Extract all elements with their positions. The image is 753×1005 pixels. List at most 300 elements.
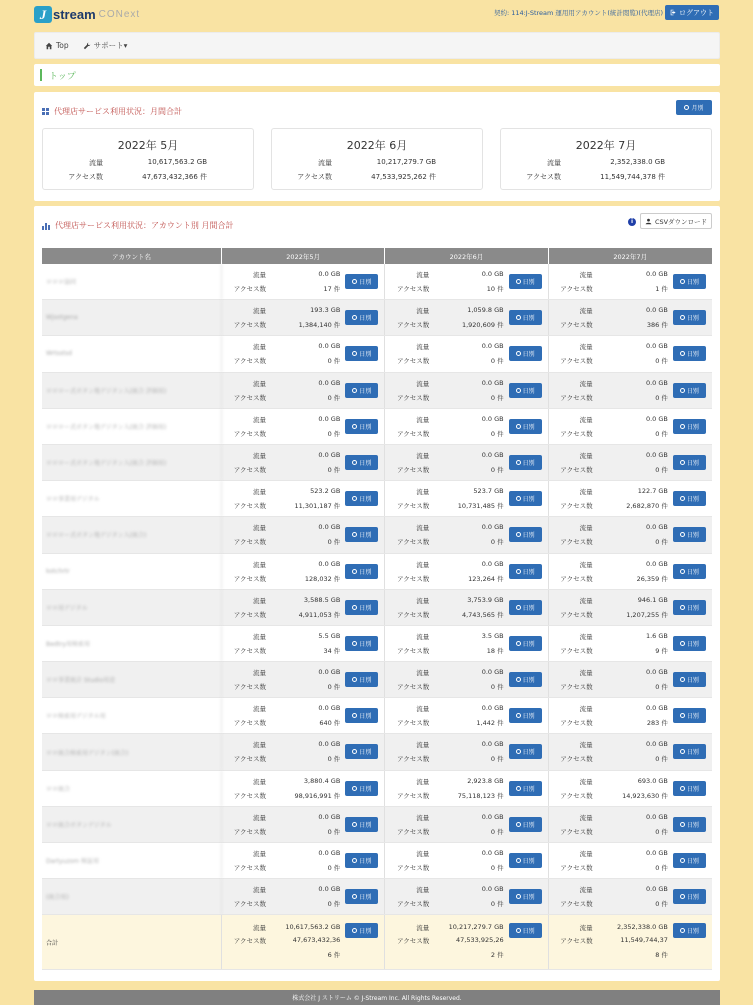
traffic-value: 946.1 GB — [637, 595, 668, 604]
daily-button[interactable] — [345, 817, 378, 832]
access-value: 0 件 — [655, 755, 668, 764]
search-icon — [352, 315, 357, 320]
account-name[interactable]: Dartyuzom 検証用 — [42, 843, 222, 878]
daily-button-label: 日別 — [686, 821, 699, 829]
access-value: 0 件 — [655, 538, 668, 547]
month-cell — [385, 300, 548, 335]
month-cell — [549, 373, 712, 408]
access-label: アクセス数 — [396, 393, 430, 402]
access-label: アクセス数 — [68, 173, 103, 181]
daily-button[interactable] — [673, 853, 706, 868]
access-value: 0 件 — [490, 827, 504, 836]
access-label: アクセス数 — [396, 357, 430, 366]
access-value-continued: 2 件 — [490, 951, 504, 960]
daily-button[interactable] — [509, 564, 542, 579]
traffic-label: 流量 — [579, 813, 593, 822]
access-value: 1,442 件 — [476, 719, 504, 728]
summary-heading-text: 代理店サービス利用状況：月間合計 — [54, 107, 182, 116]
traffic-label: 流量 — [416, 886, 430, 895]
traffic-label: 流量 — [416, 813, 430, 822]
daily-button[interactable] — [345, 636, 378, 651]
access-label: アクセス数 — [560, 393, 593, 402]
access-label: アクセス数 — [233, 827, 266, 836]
traffic-label: 流量 — [253, 777, 266, 786]
daily-button[interactable] — [509, 923, 542, 938]
table-row — [42, 554, 712, 590]
daily-button[interactable] — [673, 527, 706, 542]
access-label: アクセス数 — [396, 646, 430, 655]
month-cell — [385, 807, 548, 842]
search-icon — [516, 713, 521, 718]
traffic-label: 流量 — [253, 886, 266, 895]
traffic-value: 0.0 GB — [645, 559, 668, 568]
access-value: 18 件 — [486, 646, 504, 655]
daily-button-label: 日別 — [522, 315, 535, 323]
traffic-value: 3,753.9 GB — [467, 595, 504, 604]
logo[interactable] — [34, 5, 140, 23]
daily-button[interactable] — [509, 455, 542, 470]
month-cell — [385, 264, 548, 299]
daily-button-label: 日別 — [686, 423, 699, 431]
account-name[interactable]: ロロロー式ボタン地デジタン入(統合) — [42, 517, 222, 552]
daily-button[interactable] — [673, 672, 706, 687]
search-icon — [516, 928, 521, 933]
traffic-label: 流量 — [579, 271, 593, 279]
traffic-value: 0.0 GB — [481, 740, 504, 749]
search-icon — [680, 605, 685, 610]
traffic-label: 流量 — [318, 159, 332, 167]
month-cell — [549, 554, 712, 589]
table-row — [42, 771, 712, 807]
access-label: アクセス数 — [560, 285, 593, 293]
search-icon — [352, 928, 357, 933]
access-value: 47,533,925,26 — [456, 936, 504, 945]
contract-info[interactable]: 契約: 114:J-Stream 運用用アカウント(統計閲覧)(代理店) — [493, 9, 663, 17]
table-row — [42, 264, 712, 300]
month-cell — [549, 626, 712, 661]
nav-support[interactable] — [83, 40, 128, 51]
access-value: 47,673,432,36 — [292, 936, 341, 945]
traffic-label: 流量 — [416, 596, 430, 605]
daily-button[interactable] — [509, 527, 542, 542]
account-name[interactable]: ロロ用デジタル — [42, 590, 222, 625]
traffic-value: 0.0 GB — [481, 849, 504, 857]
traffic-label: 流量 — [253, 560, 266, 569]
search-icon — [516, 460, 521, 465]
traffic-label: 流量 — [253, 741, 266, 750]
monthly-button-label: 月別 — [691, 105, 704, 112]
access-value: 123,264 件 — [468, 574, 504, 583]
search-icon — [680, 424, 685, 429]
daily-button[interactable] — [673, 781, 706, 796]
traffic-label: 流量 — [416, 777, 430, 786]
table-row — [42, 517, 712, 553]
column-header-may: 2022年5月 — [222, 248, 385, 264]
traffic-value: 10,617,563.2 GB — [147, 158, 207, 166]
access-value: 0 件 — [655, 393, 668, 402]
daily-button[interactable] — [509, 781, 542, 796]
daily-button[interactable] — [673, 889, 706, 904]
daily-button[interactable] — [673, 636, 706, 651]
daily-button[interactable] — [345, 383, 378, 398]
table-header — [42, 248, 712, 264]
account-name[interactable]: ロロ統合 — [42, 771, 222, 806]
summary-heading — [42, 106, 182, 117]
daily-button[interactable] — [509, 744, 542, 759]
search-icon — [684, 105, 689, 110]
account-name[interactable]: ロロロー式ボタン地デジタン入(統合 評価用) — [42, 445, 222, 480]
access-value: 98,916,991 件 — [294, 791, 341, 800]
account-name[interactable]: ロロロ協同 — [42, 264, 222, 299]
daily-button[interactable] — [345, 781, 378, 796]
traffic-label: 流量 — [416, 379, 430, 388]
search-icon — [680, 894, 685, 899]
traffic-label: 流量 — [416, 343, 430, 352]
access-value: 14,923,630 件 — [622, 791, 668, 800]
daily-button[interactable] — [673, 419, 706, 434]
daily-button[interactable] — [509, 636, 542, 651]
access-label: アクセス数 — [396, 285, 430, 293]
traffic-label: 流量 — [579, 632, 593, 641]
month-cell — [385, 445, 548, 480]
access-value: 0 件 — [490, 683, 504, 692]
traffic-value: 0.0 GB — [645, 342, 668, 351]
access-value: 0 件 — [327, 393, 341, 402]
traffic-label: 流量 — [253, 415, 266, 424]
traffic-value: 0.0 GB — [318, 740, 341, 749]
daily-button[interactable] — [673, 564, 706, 579]
grid-icon — [42, 108, 49, 115]
access-label: アクセス数 — [233, 900, 266, 909]
month-cell — [549, 807, 712, 842]
traffic-value: 0.0 GB — [318, 668, 341, 677]
search-icon — [680, 315, 685, 320]
daily-button[interactable] — [345, 672, 378, 687]
traffic-value: 0.0 GB — [481, 812, 504, 821]
daily-button-label: 日別 — [522, 387, 535, 395]
search-icon — [680, 677, 685, 682]
page-title-text: トップ — [49, 71, 76, 82]
daily-button[interactable] — [345, 889, 378, 904]
traffic-value: 3,588.5 GB — [303, 595, 341, 604]
account-name[interactable]: ロロ統合ボタンデジタル — [42, 807, 222, 842]
total-label: 合計 — [42, 915, 222, 969]
daily-button[interactable] — [509, 889, 542, 904]
traffic-label: 流量 — [416, 741, 430, 750]
access-value: 0 件 — [327, 465, 341, 474]
daily-button-label: 日別 — [359, 749, 372, 757]
daily-button[interactable] — [673, 744, 706, 759]
search-icon — [516, 641, 521, 646]
daily-button[interactable] — [345, 853, 378, 868]
table-row — [42, 879, 712, 915]
daily-button[interactable] — [673, 491, 706, 506]
access-label: アクセス数 — [560, 502, 593, 511]
search-icon — [516, 424, 521, 429]
account-name[interactable]: ロロ事業統計 Studio用途 — [42, 662, 222, 697]
search-icon — [516, 532, 521, 537]
daily-button[interactable] — [345, 600, 378, 615]
traffic-value: 0.0 GB — [318, 450, 341, 459]
daily-button[interactable] — [673, 383, 706, 398]
daily-button[interactable] — [673, 346, 706, 361]
access-label: アクセス数 — [233, 502, 266, 511]
daily-button[interactable] — [509, 817, 542, 832]
traffic-label: 流量 — [416, 307, 430, 316]
traffic-value: 1,059.8 GB — [467, 306, 504, 315]
daily-button-label: 日別 — [522, 894, 535, 902]
daily-button[interactable] — [345, 310, 378, 325]
bar-chart-icon — [42, 222, 50, 230]
daily-button[interactable] — [509, 419, 542, 434]
traffic-value: 0.0 GB — [645, 414, 668, 423]
monthly-summary-panel — [34, 92, 720, 201]
search-icon — [516, 388, 521, 393]
daily-button[interactable] — [673, 455, 706, 470]
main-nav — [34, 32, 720, 59]
csv-download-button[interactable] — [640, 213, 712, 229]
daily-button[interactable] — [345, 455, 378, 470]
access-value: 0 件 — [490, 429, 504, 438]
access-value: 47,533,925,262 件 — [371, 173, 436, 181]
daily-button[interactable] — [345, 274, 378, 289]
daily-button-label: 日別 — [686, 568, 699, 576]
traffic-label: 流量 — [416, 451, 430, 460]
wrench-icon — [83, 42, 91, 50]
traffic-label: 流量 — [416, 632, 430, 641]
daily-button-label: 日別 — [686, 677, 699, 685]
traffic-label: 流量 — [579, 343, 593, 352]
daily-button[interactable] — [345, 744, 378, 759]
month-cell — [385, 409, 548, 444]
access-label: アクセス数 — [560, 791, 593, 800]
access-label: アクセス数 — [560, 683, 593, 692]
daily-button[interactable] — [345, 564, 378, 579]
daily-button[interactable] — [673, 310, 706, 325]
logout-button[interactable] — [665, 5, 719, 20]
traffic-value: 0.0 GB — [481, 885, 504, 894]
access-value: 0 件 — [655, 864, 668, 872]
account-name[interactable]: ロロ統合検索用デジタン(統合) — [42, 734, 222, 769]
access-value-continued: 6 件 — [327, 951, 341, 960]
traffic-value: 122.7 GB — [637, 487, 668, 496]
access-value: 0 件 — [327, 429, 341, 438]
footer: 株式会社 J ストリーム © J-Stream Inc. All Rights Reserved. — [34, 990, 720, 1005]
traffic-value: 0.0 GB — [318, 523, 341, 532]
table-row — [42, 626, 712, 662]
traffic-label: 流量 — [416, 705, 430, 714]
daily-button-label: 日別 — [522, 821, 535, 829]
traffic-value: 0.0 GB — [481, 704, 504, 713]
daily-button-label: 日別 — [522, 858, 535, 865]
traffic-label: 流量 — [253, 705, 266, 714]
search-icon — [516, 496, 521, 501]
month-cell — [385, 554, 548, 589]
month-cell — [222, 554, 385, 589]
traffic-value: 0.0 GB — [645, 378, 668, 387]
logout-label: ログアウト — [679, 8, 714, 17]
access-value: 2,682,870 件 — [626, 502, 668, 511]
daily-button-label: 日別 — [522, 532, 535, 540]
total-month-cell — [549, 915, 712, 969]
account-name[interactable]: ロロ検索用デジタル用 — [42, 698, 222, 733]
daily-button[interactable] — [345, 708, 378, 723]
search-icon — [680, 858, 685, 863]
daily-button[interactable] — [509, 310, 542, 325]
access-label: アクセス数 — [233, 864, 266, 872]
traffic-label: 流量 — [579, 886, 593, 895]
column-header-june: 2022年6月 — [385, 248, 548, 264]
info-icon[interactable]: i — [628, 218, 636, 226]
search-icon — [516, 351, 521, 356]
daily-button[interactable] — [673, 600, 706, 615]
access-value: 10,731,485 件 — [457, 502, 504, 511]
access-label: アクセス数 — [396, 429, 430, 438]
account-name[interactable]: (統合用) — [42, 879, 222, 914]
search-icon — [516, 894, 521, 899]
daily-button[interactable] — [509, 383, 542, 398]
search-icon — [516, 279, 521, 284]
search-icon — [516, 749, 521, 754]
access-value: 4,911,053 件 — [298, 610, 341, 619]
traffic-value: 10,617,563.2 GB — [285, 923, 341, 932]
traffic-value: 2,352,338.0 GB — [617, 923, 668, 932]
account-name[interactable]: Wrtsstsd — [42, 336, 222, 371]
table-row — [42, 373, 712, 409]
daily-button[interactable] — [345, 346, 378, 361]
search-icon — [352, 569, 357, 574]
access-value: 283 件 — [646, 719, 668, 728]
daily-button-label: 日別 — [359, 858, 372, 865]
access-value: 0 件 — [655, 683, 668, 692]
title-accent-bar — [40, 69, 42, 81]
traffic-value: 0.0 GB — [645, 668, 668, 677]
daily-button[interactable] — [345, 419, 378, 434]
traffic-label: 流量 — [579, 415, 593, 424]
daily-button-label: 日別 — [522, 351, 535, 359]
daily-button-label: 日別 — [359, 785, 372, 793]
column-header-july: 2022年7月 — [613, 252, 648, 261]
traffic-label: 流量 — [253, 271, 266, 279]
search-icon — [352, 388, 357, 393]
daily-button[interactable] — [673, 817, 706, 832]
month-cell — [549, 879, 712, 914]
access-value: 0 件 — [490, 864, 504, 872]
traffic-value: 2,352,338.0 GB — [610, 158, 665, 166]
search-icon — [352, 822, 357, 827]
traffic-value: 0.0 GB — [318, 270, 341, 278]
daily-button-label: 日別 — [686, 928, 699, 936]
access-label: アクセス数 — [233, 683, 266, 692]
traffic-label: 流量 — [579, 379, 593, 388]
daily-button-label: 日別 — [359, 351, 372, 359]
month-cell — [549, 264, 712, 299]
traffic-value: 0.0 GB — [318, 849, 341, 857]
access-label: アクセス数 — [233, 321, 266, 330]
daily-button-label: 日別 — [359, 387, 372, 395]
daily-button[interactable] — [673, 708, 706, 723]
daily-button-label: 日別 — [686, 459, 699, 467]
traffic-label: 流量 — [579, 705, 593, 714]
traffic-value: 0.0 GB — [645, 523, 668, 532]
daily-button-label: 日別 — [522, 749, 535, 757]
nav-top[interactable] — [45, 41, 69, 50]
search-icon — [352, 858, 357, 863]
daily-button[interactable] — [509, 274, 542, 289]
month-cell — [385, 336, 548, 371]
traffic-label: 流量 — [253, 596, 266, 605]
table-row — [42, 807, 712, 843]
access-value: 0 件 — [490, 393, 504, 402]
summary-month-card — [42, 128, 254, 190]
account-name[interactable]: ロロロー式ボタン地デジタン入(統合 評価用) — [42, 409, 222, 444]
column-header-account: アカウント名 — [42, 248, 222, 264]
traffic-label: 流量 — [253, 813, 266, 822]
traffic-label: 流量 — [253, 924, 266, 933]
monthly-button[interactable] — [676, 100, 712, 115]
month-cell — [385, 662, 548, 697]
daily-button[interactable] — [345, 527, 378, 542]
table-row — [42, 698, 712, 734]
summary-traffic-row — [45, 158, 207, 168]
search-icon — [352, 351, 357, 356]
account-name[interactable]: ロロ事業用デジタル — [42, 481, 222, 516]
daily-button[interactable] — [509, 600, 542, 615]
traffic-label: 流量 — [579, 307, 593, 316]
traffic-label: 流量 — [579, 741, 593, 750]
accounts-heading — [42, 220, 233, 231]
access-label: アクセス数 — [233, 610, 266, 619]
access-label: アクセス数 — [560, 646, 593, 655]
traffic-label: 流量 — [579, 451, 593, 460]
search-icon — [352, 279, 357, 284]
daily-button-label: 日別 — [359, 532, 372, 540]
account-name[interactable]: Wjsotgena — [42, 300, 222, 335]
month-cell — [385, 698, 548, 733]
daily-button[interactable] — [509, 708, 542, 723]
traffic-value: 1.6 GB — [645, 631, 668, 640]
daily-button[interactable] — [509, 853, 542, 868]
table-row — [42, 336, 712, 372]
month-cell — [222, 662, 385, 697]
daily-button[interactable] — [509, 491, 542, 506]
daily-button[interactable] — [673, 274, 706, 289]
daily-button-label: 日別 — [359, 894, 372, 902]
daily-button[interactable] — [509, 346, 542, 361]
month-cell — [549, 481, 712, 516]
access-label: アクセス数 — [560, 429, 593, 438]
traffic-value: 0.0 GB — [481, 414, 504, 423]
daily-button[interactable] — [345, 491, 378, 506]
month-cell — [222, 698, 385, 733]
daily-button[interactable] — [673, 923, 706, 938]
daily-button[interactable] — [509, 672, 542, 687]
account-name[interactable]: Bedtry用検索用 — [42, 626, 222, 661]
daily-button-label: 日別 — [686, 387, 699, 395]
month-cell — [222, 264, 385, 299]
traffic-value: 0.0 GB — [481, 559, 504, 568]
search-icon — [516, 822, 521, 827]
total-month-cell — [385, 915, 548, 969]
traffic-value: 0.0 GB — [318, 559, 341, 568]
account-name[interactable]: ロロロー式ボタン地デジタン入(統合 評価用) — [42, 373, 222, 408]
access-label: アクセス数 — [396, 683, 430, 692]
account-name[interactable]: kotchrtr — [42, 554, 222, 589]
daily-button[interactable] — [345, 923, 378, 938]
search-icon — [516, 605, 521, 610]
search-icon — [680, 569, 685, 574]
daily-button-label: 日別 — [359, 315, 372, 323]
